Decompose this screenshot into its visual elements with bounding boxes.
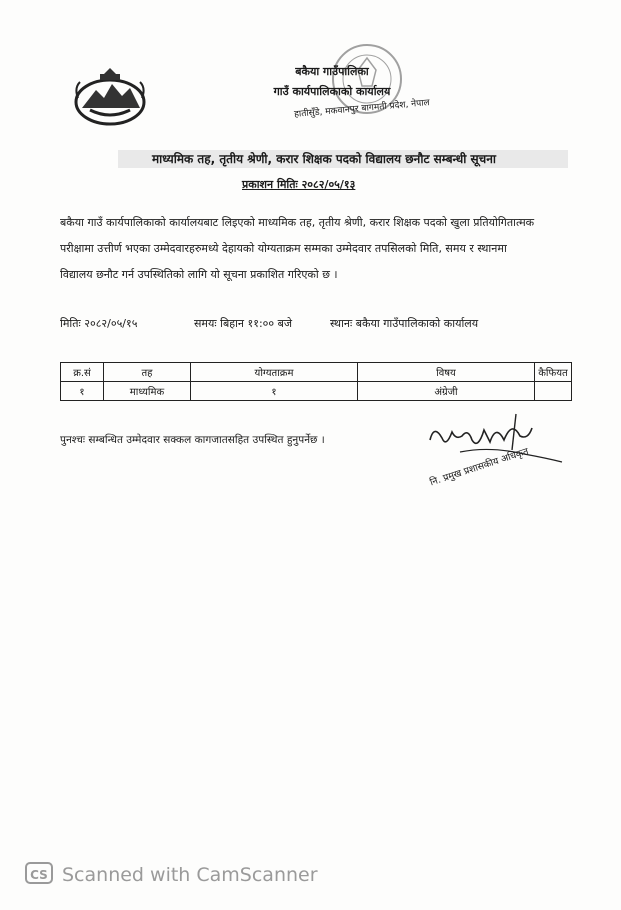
- col-serial: क्र.सं: [61, 363, 104, 382]
- notice-body: बकैया गाउँ कार्यपालिकाको कार्यालयबाट लिइएको माध्यमिक तह, तृतीय श्रेणी, करार शिक्षक पदको खुला प्रतियोगितात्मक परीक्षामा उत्तीर्ण भएका उम्मेदवारहरुमध्ये देहायको योग्यताक्रम सम्मका उम्मेदवार तपसिलको मिति, समय र स्थानमा विद्यालय छनौट गर्न उपस्थितिको लागि यो सूचना प्रकाशित गरिएको छ ।: [60, 216, 535, 281]
- schedule-date: मितिः २०८२/०५/१५: [60, 317, 138, 330]
- office-name: बकैया गाउँपालिका: [295, 65, 369, 78]
- camscanner-logo-icon: CS: [25, 862, 53, 884]
- cell-remarks: [535, 382, 572, 401]
- col-level: तह: [104, 363, 191, 382]
- table-header-row: [61, 363, 572, 382]
- published-date: प्रकाशन मितिः २०८२/०५/१३: [242, 178, 356, 191]
- schedule-time: समयः बिहान ११:०० बजे: [194, 317, 293, 330]
- candidate-table: [60, 362, 572, 401]
- government-emblem-icon: [70, 68, 150, 128]
- col-subject: विषय: [358, 363, 535, 382]
- table-row: [61, 382, 572, 401]
- schedule-place: स्थानः बकैया गाउँपालिकाको कार्यालय: [330, 317, 479, 330]
- signatory-title: नि. प्रमुख प्रशासकीय अधिकृत: [428, 446, 530, 489]
- cell-subject: अंग्रेजी: [358, 382, 535, 401]
- watermark-text: Scanned with CamScanner: [62, 864, 318, 886]
- cell-level: माध्यमिक: [104, 382, 191, 401]
- col-remarks: कैफियत: [535, 363, 572, 382]
- office-address: हातीसुँडे, मकवानपुर बागमती प्रदेश, नेपाल: [293, 98, 431, 120]
- office-subtitle: गाउँ कार्यपालिकाको कार्यालय: [273, 85, 391, 98]
- footnote: पुनश्चः सम्बन्धित उम्मेदवार सक्कल कागजातसहित उपस्थित हुनुपर्नेछ ।: [60, 434, 325, 446]
- col-rank: योग्यताक्रम: [191, 363, 358, 382]
- notice-title: माध्यमिक तह, तृतीय श्रेणी, करार शिक्षक पदको विद्यालय छनौट सम्बन्धी सूचना: [151, 152, 497, 166]
- cell-serial: १: [61, 382, 104, 401]
- cell-rank: १: [191, 382, 358, 401]
